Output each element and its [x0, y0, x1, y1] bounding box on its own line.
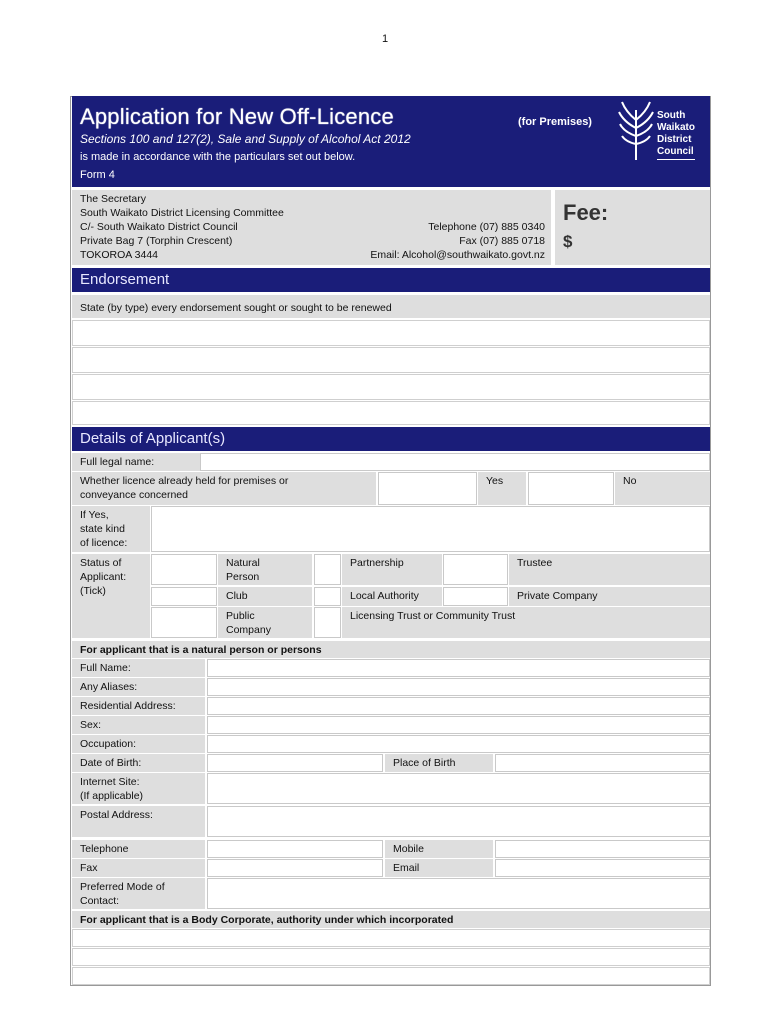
occupation-label: Occupation:	[72, 735, 205, 753]
telephone-label: Telephone	[72, 840, 205, 858]
page-number: 1	[381, 33, 389, 45]
club-checkbox[interactable]	[151, 587, 217, 606]
council-name-line: Waikato	[657, 122, 695, 133]
address-block	[72, 190, 551, 265]
body-corporate-input[interactable]	[72, 929, 710, 947]
form-title: Application for New Off-Licence	[80, 104, 394, 129]
endorsement-instruction: State (by type) every endorsement sought or sought to be renewed	[72, 295, 710, 318]
no-label: No	[615, 472, 710, 505]
residential-address-label: Residential Address:	[72, 697, 205, 715]
mobile-input[interactable]	[495, 840, 710, 858]
fee-label: Fee:	[563, 200, 609, 225]
dob-label: Date of Birth:	[72, 754, 205, 772]
endorsement-heading	[72, 268, 710, 292]
club-label: Club	[218, 587, 312, 606]
licence-held-line: conveyance concerned	[80, 489, 188, 501]
council-name-line: Council	[657, 146, 694, 157]
endorsement-input[interactable]	[72, 320, 710, 346]
applicant-heading-text: Details of Applicant(s)	[80, 430, 226, 447]
place-of-birth-input[interactable]	[495, 754, 710, 772]
kind-of-licence-input[interactable]	[151, 506, 710, 552]
fax-input[interactable]	[207, 859, 383, 877]
postal-address-label: Postal Address:	[72, 806, 205, 837]
applicant-heading	[72, 427, 710, 451]
licensing-trust-checkbox[interactable]	[314, 607, 341, 638]
fax-text: Fax (07) 885 0718	[459, 235, 545, 247]
licence-held-line: Whether licence already held for premises or	[80, 475, 289, 487]
partnership-checkbox[interactable]	[314, 554, 341, 585]
address-line: TOKOROA 3444	[80, 249, 159, 261]
telephone-text: Telephone (07) 885 0340	[428, 221, 545, 233]
full-legal-name-input[interactable]	[200, 453, 710, 471]
body-corporate-input[interactable]	[72, 948, 710, 966]
licensing-trust-label: Licensing Trust or Community Trust	[342, 607, 710, 638]
council-name-line: South	[657, 110, 686, 121]
address-line: C/- South Waikato District Council	[80, 221, 238, 233]
preferred-contact-input[interactable]	[207, 878, 710, 909]
mobile-label: Mobile	[385, 840, 493, 858]
natural-person-line: Person	[226, 571, 260, 583]
preferred-contact-line: Contact:	[80, 895, 120, 907]
if-yes-line: state kind	[80, 523, 125, 535]
local-authority-label: Local Authority	[342, 587, 442, 606]
partnership-label: Partnership	[342, 554, 442, 585]
licence-held-label	[72, 472, 376, 505]
status-line: (Tick)	[80, 585, 106, 597]
public-company-checkbox[interactable]	[151, 607, 217, 638]
body-corporate-input[interactable]	[72, 967, 710, 985]
form-number: Form 4	[80, 169, 115, 181]
endorsement-input[interactable]	[72, 401, 710, 425]
aliases-label: Any Aliases:	[72, 678, 205, 696]
fax-label: Fax	[72, 859, 205, 877]
fee-dollar: $	[563, 232, 573, 251]
preferred-contact-label	[72, 878, 205, 909]
address-line: South Waikato District Licensing Committee	[80, 207, 284, 219]
body-corporate-heading: For applicant that is a Body Corporate, authority under which incorporated	[72, 911, 710, 928]
form-subtitle: Sections 100 and 127(2), Sale and Supply of Alcohol Act 2012	[80, 132, 411, 146]
local-authority-checkbox[interactable]	[314, 587, 341, 606]
postal-address-input[interactable]	[207, 806, 710, 837]
public-company-label	[218, 607, 312, 638]
internet-site-line: (If applicable)	[80, 790, 144, 802]
status-line: Applicant:	[80, 571, 127, 583]
sex-input[interactable]	[207, 716, 710, 734]
natural-person-line: Natural	[226, 557, 260, 569]
sex-label: Sex:	[72, 716, 205, 734]
email-input[interactable]	[495, 859, 710, 877]
if-yes-line: of licence:	[80, 537, 128, 549]
internet-site-label	[72, 773, 205, 804]
form-header	[72, 96, 710, 187]
full-name-label: Full Name:	[72, 659, 205, 677]
status-label	[72, 554, 150, 638]
preferred-contact-line: Preferred Mode of	[80, 881, 165, 893]
aliases-input[interactable]	[207, 678, 710, 696]
public-company-line: Company	[226, 624, 271, 636]
council-logo-icon	[616, 100, 656, 162]
dob-input[interactable]	[207, 754, 383, 772]
full-legal-name-label: Full legal name:	[72, 453, 200, 471]
licence-no-checkbox[interactable]	[528, 472, 614, 505]
natural-person-label	[218, 554, 312, 585]
address-line: The Secretary	[80, 193, 146, 205]
trustee-label: Trustee	[509, 554, 710, 585]
natural-person-checkbox[interactable]	[151, 554, 217, 585]
if-yes-line: If Yes,	[80, 509, 109, 521]
endorsement-input[interactable]	[72, 374, 710, 400]
licence-yes-checkbox[interactable]	[378, 472, 477, 505]
if-yes-label	[72, 506, 150, 552]
internet-site-input[interactable]	[207, 773, 710, 804]
yes-label: Yes	[478, 472, 526, 505]
trustee-checkbox[interactable]	[443, 554, 508, 585]
private-company-label: Private Company	[509, 587, 710, 606]
public-company-line: Public	[226, 610, 255, 622]
internet-site-line: Internet Site:	[80, 776, 140, 788]
residential-address-input[interactable]	[207, 697, 710, 715]
natural-person-heading: For applicant that is a natural person or persons	[72, 641, 710, 658]
address-line: Private Bag 7 (Torphin Crescent)	[80, 235, 233, 247]
form-made-line: is made in accordance with the particulars set out below.	[80, 151, 356, 163]
private-company-checkbox[interactable]	[443, 587, 508, 606]
for-premises-label: (for Premises)	[518, 116, 592, 128]
place-of-birth-label: Place of Birth	[385, 754, 493, 772]
occupation-input[interactable]	[207, 735, 710, 753]
council-name-line: District	[657, 134, 692, 145]
council-name	[657, 110, 695, 160]
status-line: Status of	[80, 557, 122, 569]
email-label: Email	[385, 859, 493, 877]
endorsement-input[interactable]	[72, 347, 710, 373]
full-name-input[interactable]	[207, 659, 710, 677]
telephone-input[interactable]	[207, 840, 383, 858]
fee-box	[555, 190, 710, 265]
endorsement-heading-text: Endorsement	[80, 271, 170, 288]
email-text: Email: Alcohol@southwaikato.govt.nz	[370, 249, 545, 261]
